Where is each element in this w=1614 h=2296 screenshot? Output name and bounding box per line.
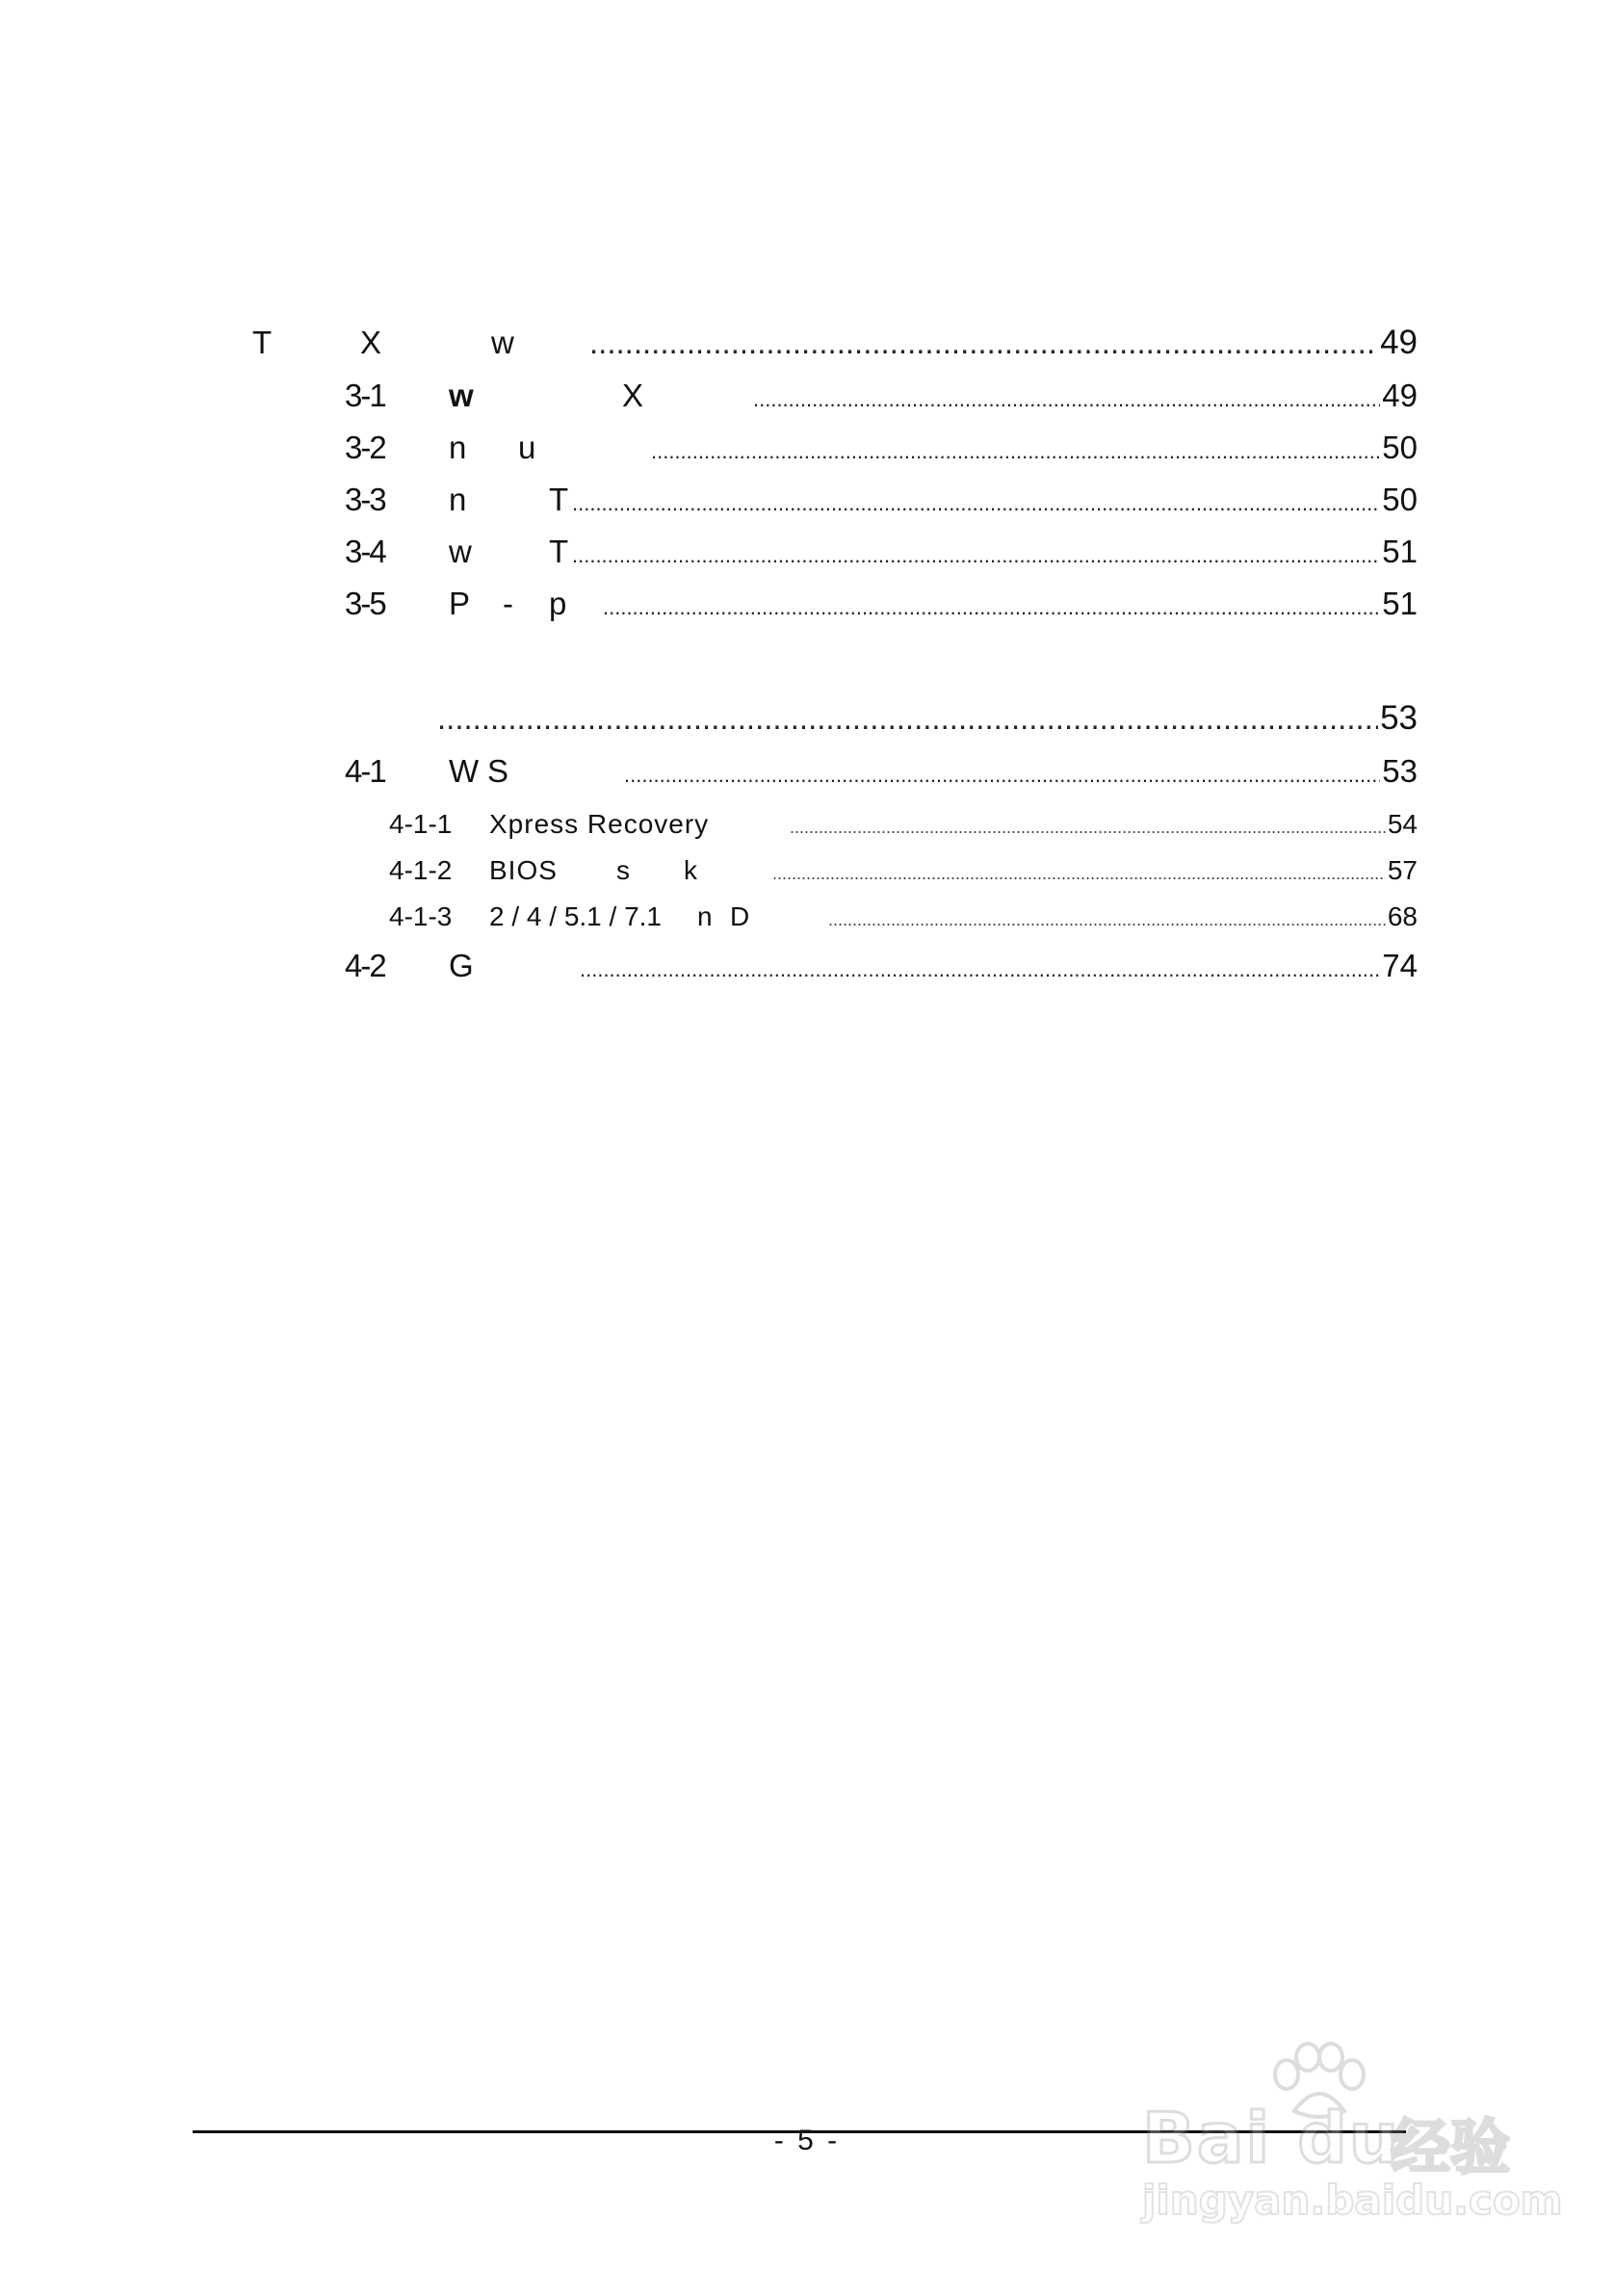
toc-section-number: 4-2 <box>345 948 385 983</box>
toc-leader-dots <box>790 818 1386 838</box>
toc-subsection-title-part-1: BIOS <box>489 855 558 885</box>
toc-chapter-4 <box>435 699 1418 738</box>
toc-section-title-part-2: T <box>549 482 569 517</box>
toc-page-number: 68 <box>1387 901 1418 931</box>
toc-leader-dots <box>828 910 1386 930</box>
toc-section-number: 3-3 <box>345 482 385 517</box>
toc-page-number: 50 <box>1382 482 1418 517</box>
toc-section-title-part-1: n <box>449 430 467 465</box>
toc-chapter-3 <box>252 324 1418 362</box>
toc-page-number: 53 <box>1382 753 1418 789</box>
toc-subsection-title-part-3: D <box>730 901 750 931</box>
toc-section-number: 3-1 <box>345 378 385 413</box>
watermark-brand-text: Bai du <box>1142 2098 1401 2179</box>
toc-leader-dots <box>753 387 1380 412</box>
toc-section-number: 3-2 <box>345 430 385 465</box>
toc-page-number: 57 <box>1387 855 1418 885</box>
toc-section-title-part-3: p <box>549 586 567 621</box>
toc-chapter-3-title-part-1: T <box>252 325 273 360</box>
toc-page-number: 49 <box>1382 378 1418 413</box>
toc-section-3-1 <box>345 378 1418 414</box>
toc-section-title-part-1: w <box>449 534 472 569</box>
toc-page-number: 54 <box>1387 809 1418 839</box>
toc-page-number: 50 <box>1382 430 1418 465</box>
toc-page-number: 51 <box>1382 586 1418 621</box>
toc-section-number: 3-4 <box>345 534 385 569</box>
toc-leader-dots <box>603 595 1380 620</box>
toc-section-title-part-1: w <box>449 378 474 413</box>
toc-section-title-part-1: G <box>449 948 474 983</box>
toc-section-4-1 <box>345 753 1418 790</box>
toc-page-number: 49 <box>1380 324 1418 361</box>
toc-leader-dots <box>589 325 1378 361</box>
toc-section-3-4 <box>345 534 1418 570</box>
toc-page-number: 53 <box>1380 699 1418 737</box>
toc-subsection-title-part-2: n <box>697 901 713 931</box>
toc-leader-dots <box>572 543 1380 568</box>
toc-section-title-part-2: S <box>487 753 509 789</box>
toc-section-title-part-1: n <box>449 482 467 517</box>
toc-section-4-2 <box>345 948 1418 984</box>
toc-subsection-4-1-1 <box>389 809 1418 840</box>
toc-subsection-4-1-2 <box>389 855 1418 886</box>
toc-section-3-3 <box>345 482 1418 518</box>
toc-chapter-3-title-part-3: w <box>491 325 514 360</box>
toc-section-3-5 <box>345 586 1418 622</box>
toc-subsection-title-part-1: Xpress Recovery <box>489 809 710 839</box>
toc-section-title-part-2: T <box>549 534 569 569</box>
toc-subsection-number: 4-1-2 <box>389 855 453 885</box>
watermark-url-text: jingyan.baidu.com <box>1142 2177 1563 2224</box>
toc-section-title-part-2: X <box>622 378 644 413</box>
toc-leader-dots <box>624 763 1380 788</box>
toc-section-title-part-2: - <box>503 586 513 621</box>
toc-section-title-part-1: P <box>449 586 471 621</box>
toc-leader-dots <box>437 700 1378 737</box>
toc-leader-dots <box>772 864 1386 884</box>
toc-section-number: 3-5 <box>345 586 385 621</box>
baidu-watermark <box>1142 2042 1563 2234</box>
footer-page-number: - 5 - <box>773 2125 841 2156</box>
toc-chapter-3-title-part-2: X <box>360 325 382 360</box>
toc-subsection-title-part-3: k <box>684 855 697 885</box>
toc-page-number: 51 <box>1382 534 1418 569</box>
watermark-cn-text: 经验 <box>1391 2112 1511 2182</box>
toc-subsection-title-part-2: s <box>616 855 630 885</box>
toc-leader-dots <box>580 957 1380 982</box>
toc-section-title-part-1: W <box>449 753 480 789</box>
toc-section-number: 4-1 <box>345 753 385 789</box>
toc-section-3-2 <box>345 430 1418 466</box>
toc-subsection-4-1-3 <box>389 901 1418 932</box>
toc-section-title-part-2: u <box>518 430 536 465</box>
toc-subsection-number: 4-1-1 <box>389 809 453 839</box>
toc-leader-dots <box>572 491 1380 516</box>
toc-leader-dots <box>651 439 1380 464</box>
toc-subsection-number: 4-1-3 <box>389 901 453 931</box>
toc-subsection-title-part-1: 2 / 4 / 5.1 / 7.1 <box>489 901 663 931</box>
toc-page-number: 74 <box>1382 948 1418 983</box>
